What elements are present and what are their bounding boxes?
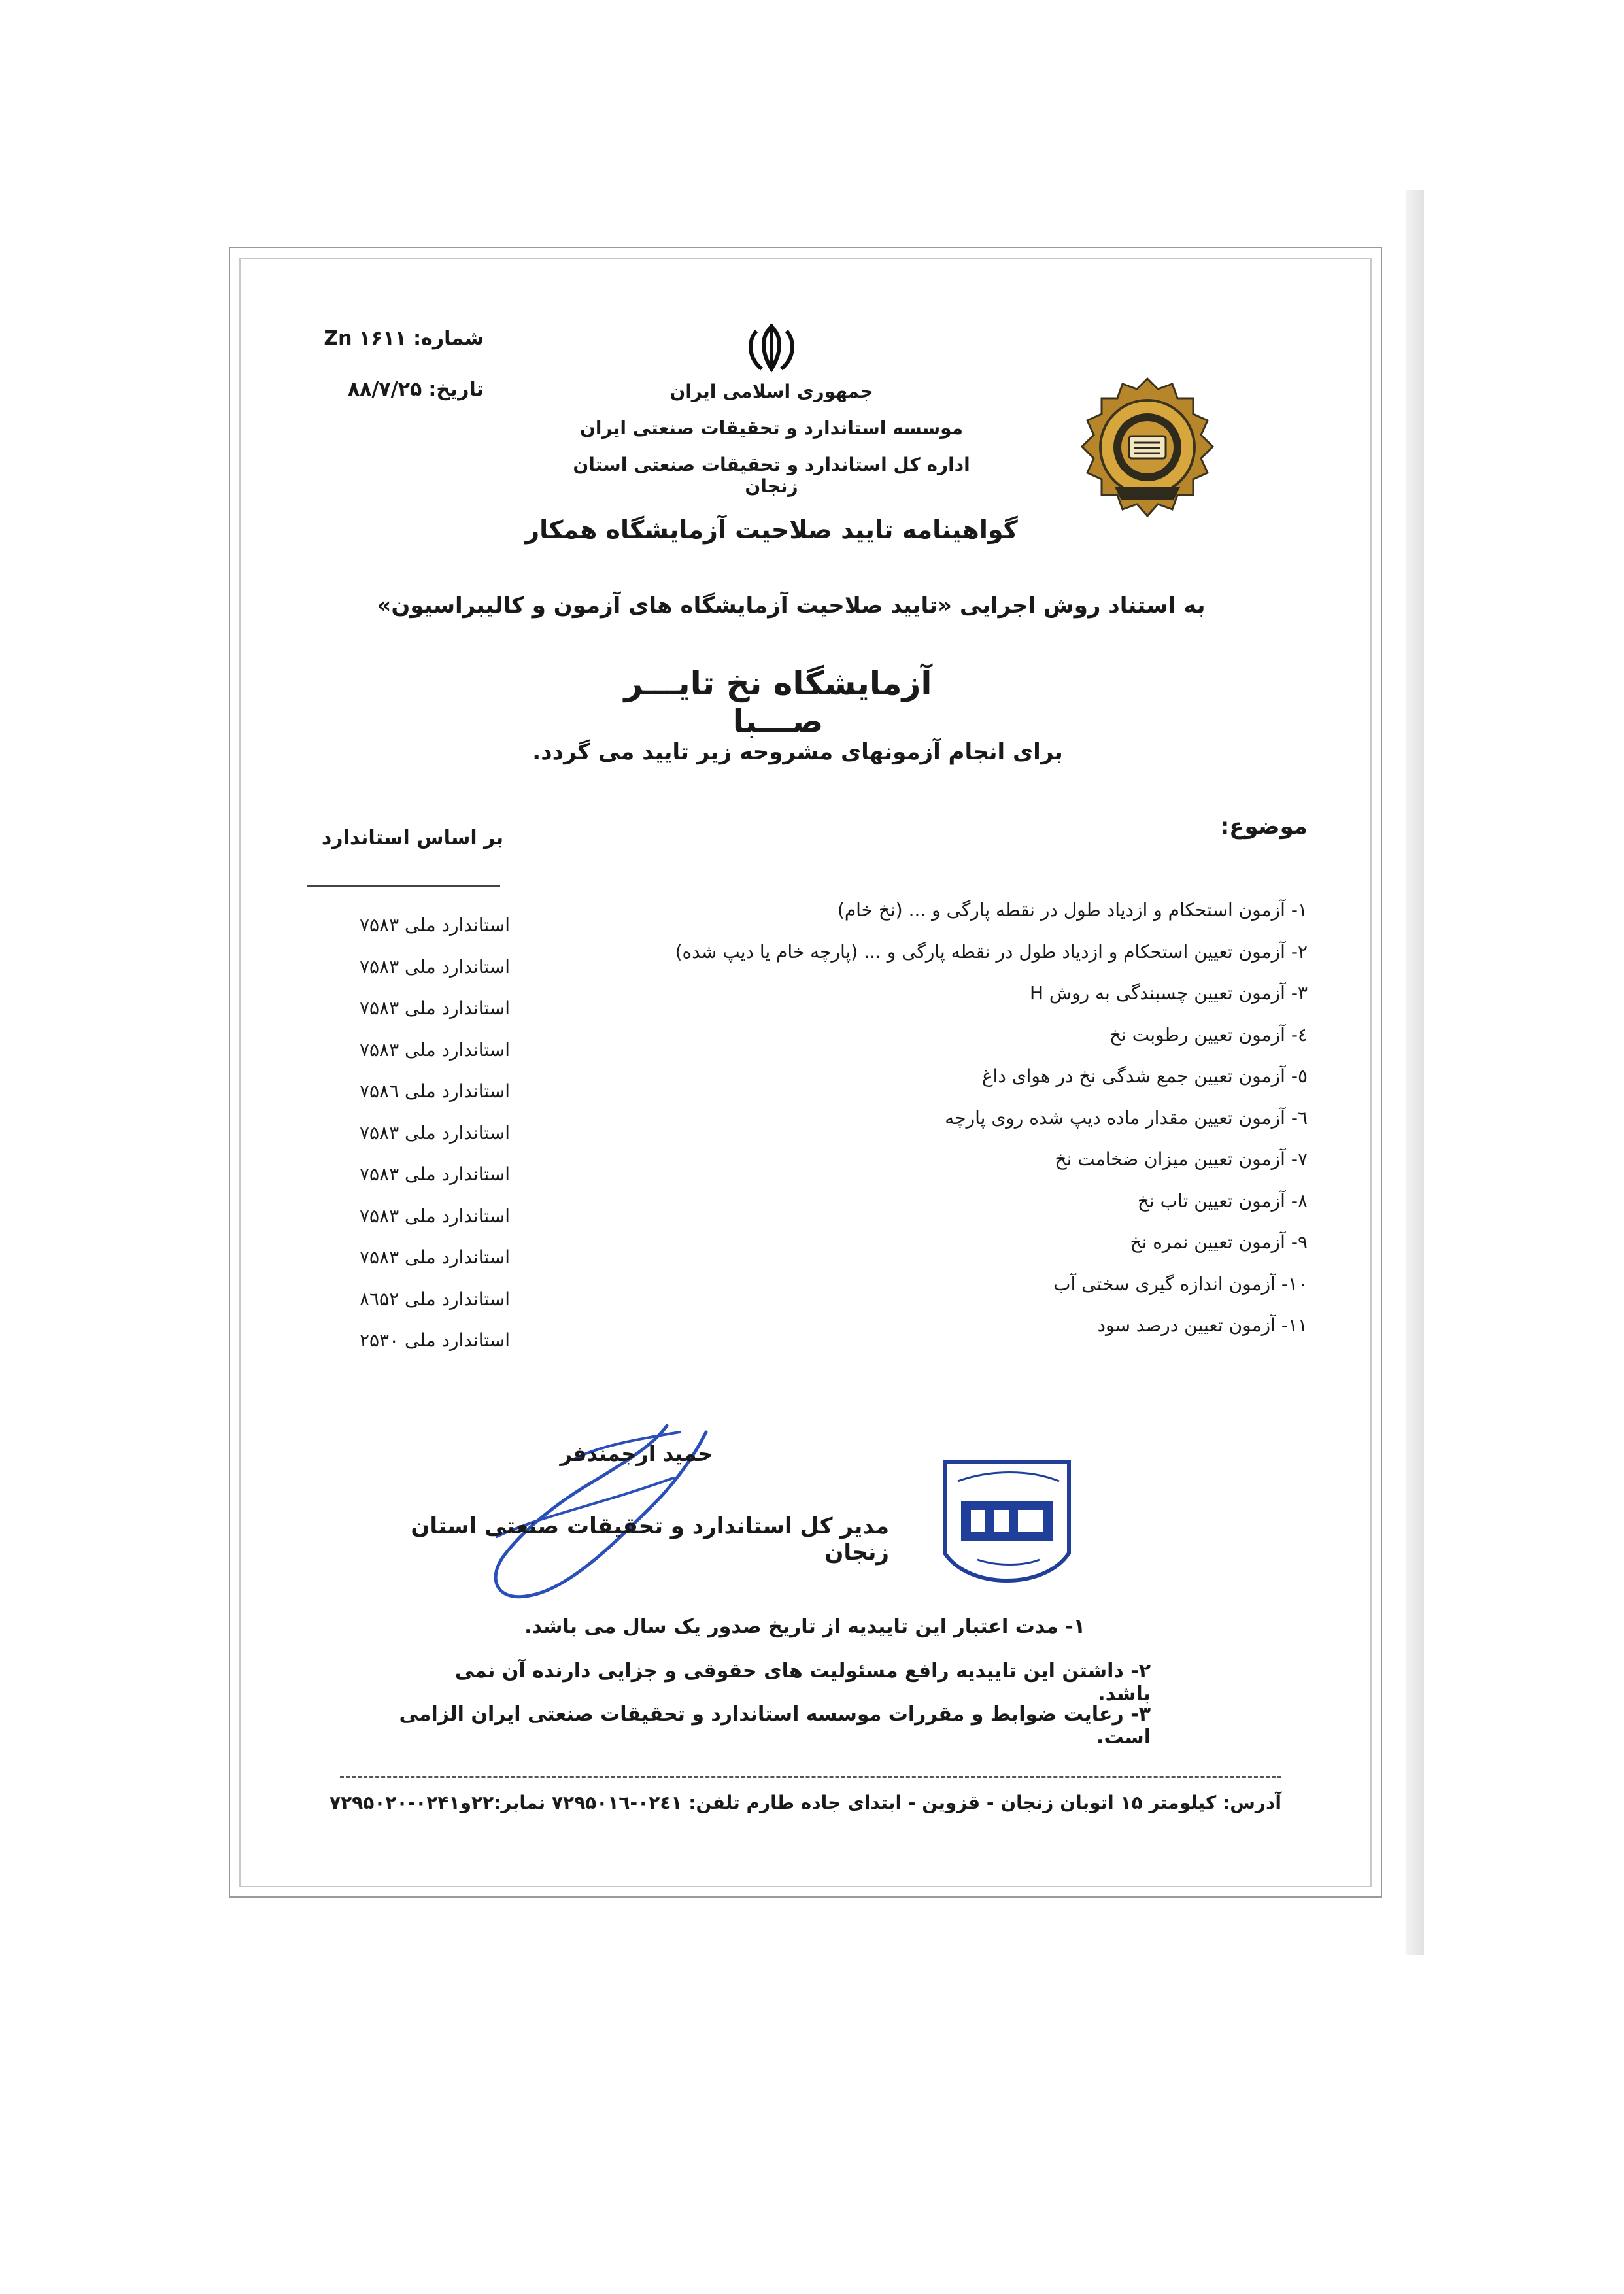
- subject-item: ۳- آزمون تعیین چسبندگی به روش H: [1029, 982, 1308, 1004]
- header-line-republic: جمهوری اسلامی ایران: [669, 381, 873, 402]
- note-text: مدت اعتبار این تاییدیه از تاریخ صدور یک سال می باشد.: [524, 1615, 1058, 1638]
- isiri-stamp-icon: [932, 1455, 1082, 1586]
- subject-header: موضوع:: [1220, 813, 1308, 840]
- standard-item: استاندارد ملی ۷۵۸٦: [359, 1080, 510, 1102]
- note-1: [497, 1615, 1085, 1638]
- certificate-number: [314, 327, 484, 350]
- note-3: [379, 1703, 1151, 1749]
- subject-item: ٦- آزمون تعیین مقدار ماده دیپ شده روی پارچه: [945, 1106, 1308, 1129]
- standard-seal-icon: [1069, 376, 1226, 526]
- subjects-list: [562, 889, 1308, 1346]
- note-number: ۱-: [1065, 1615, 1085, 1638]
- date-value: ۸۸/۷/۲۵: [347, 378, 422, 401]
- subject-item: ۸- آزمون تعیین تاب نخ: [1137, 1190, 1308, 1212]
- subject-item: ۱۰- آزمون اندازه گیری سختی آب: [1053, 1273, 1308, 1295]
- header-line-office: اداره کل استاندارد و تحقیقات صنعتی استان زنجان: [573, 454, 970, 497]
- note-2: [418, 1660, 1151, 1705]
- subject-item: ۷- آزمون تعیین میزان ضخامت نخ: [1055, 1148, 1308, 1170]
- subject-item: ۹- آزمون تعیین نمره نخ: [1130, 1231, 1308, 1253]
- standard-item: استاندارد ملی ۸٦۵۲: [359, 1288, 510, 1310]
- standards-list: [288, 904, 510, 1361]
- subject-item: ۱۱- آزمون تعیین درصد سود: [1097, 1314, 1308, 1336]
- handwritten-signature-icon: [458, 1406, 732, 1615]
- subject-item: ۲- آزمون تعیین استحکام و ازدیاد طول در نقطه پارگی و ... (پارچه خام یا دیپ شده): [675, 940, 1308, 963]
- standard-item: استاندارد ملی ۷۵۸۳: [359, 1205, 510, 1227]
- standard-item: استاندارد ملی ۷۵۸۳: [359, 1121, 510, 1144]
- certificate-date: [314, 378, 484, 401]
- standard-header: بر اساس استاندارد: [321, 827, 503, 849]
- number-label: شماره:: [413, 327, 484, 350]
- signatory-name: حمید ارجمندفر: [560, 1441, 713, 1466]
- standard-item: استاندارد ملی ۷۵۸۳: [359, 997, 510, 1019]
- header-line-institute: موسسه استاندارد و تحقیقات صنعتی ایران: [579, 417, 964, 439]
- footer-address: آدرس: کیلومتر ۱۵ اتوبان زنجان - قزوین - ابتدای جاده طارم تلفن: ۰۲٤۱-۷۲۹۵۰۱٦ نمابر:۲۲و۰۲۴۱-۷۲۹۵۰۲۰: [329, 1792, 1281, 1813]
- number-value: Zn ۱۶۱۱: [324, 327, 407, 350]
- certificate-title: گواهینامه تایید صلاحیت آزمایشگاه همکار: [525, 515, 1018, 544]
- iran-emblem-icon: [742, 322, 801, 374]
- standard-item: استاندارد ملی ۲۵۳۰: [359, 1329, 510, 1351]
- standard-item: استاندارد ملی ۷۵۸۳: [359, 914, 510, 936]
- note-number: ۳-: [1130, 1703, 1151, 1726]
- date-label: تاریخ:: [428, 378, 484, 401]
- standard-item: استاندارد ملی ۷۵۸۳: [359, 955, 510, 978]
- note-text: رعایت ضوابط و مقررات موسسه استاندارد و تحقیقات صنعتی ایران الزامی است.: [399, 1703, 1151, 1749]
- page-edge-shadow: [1406, 190, 1424, 1955]
- subject-item: ٥- آزمون تعیین جمع شدگی نخ در هوای داغ: [981, 1065, 1308, 1087]
- lab-name: آزمایشگاه نخ تایـــر صـــبا: [624, 664, 932, 740]
- standard-item: استاندارد ملی ۷۵۸۳: [359, 1163, 510, 1185]
- standard-item: استاندارد ملی ۷۵۸۳: [359, 1246, 510, 1268]
- subject-item: ۱- آزمون استحکام و ازدیاد طول در نقطه پارگی و ... (نخ خام): [837, 899, 1308, 921]
- procedure-basis: به استناد روش اجرایی «تایید صلاحیت آزمایشگاه های آزمون و کالیبراسیون»: [377, 592, 1206, 619]
- note-text: داشتن این تاییدیه رافع مسئولیت های حقوقی و جزایی دارنده آن نمی باشد.: [454, 1660, 1151, 1705]
- approval-statement: برای انجام آزمونهای مشروحه زیر تایید می گردد.: [532, 739, 1063, 765]
- standard-header-underline: [307, 885, 500, 887]
- signatory-position: مدیر کل استاندارد و تحقیقات صنعتی استان زنجان: [411, 1513, 889, 1566]
- note-number: ۲-: [1130, 1660, 1151, 1683]
- subject-item: ٤- آزمون تعیین رطوبت نخ: [1109, 1023, 1308, 1046]
- standard-item: استاندارد ملی ۷۵۸۳: [359, 1038, 510, 1061]
- footer-divider: [340, 1776, 1281, 1778]
